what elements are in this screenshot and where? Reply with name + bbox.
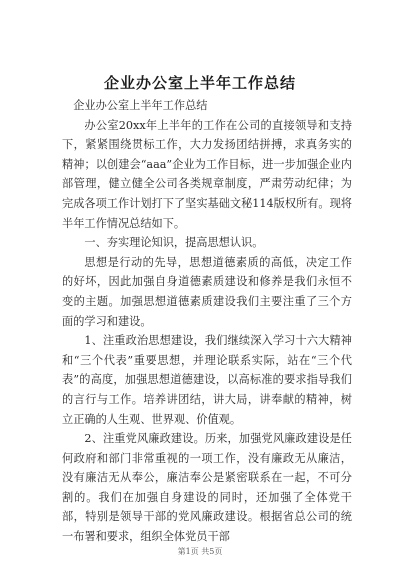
subtitle-paragraph: 企业办公室上半年工作总结 [73,99,208,112]
body-paragraph: 思想是行动的先导，思想道德素质的高低，决定工作的好坏，因此加强自身道德素质建设和修养是我们永恒不变的主题。加强思想道德素质建设我们主要注重了三个方面的学习和建设。 [62,255,352,328]
body-paragraph: 1、注重政治思想建设，我们继续深入学习十六大精神和“三个代表”重要思想，并理论联系实际，站在“三个代表”的高度，加强思想道德建设，以高标准的要求指导我们的言行与工作。培养讲团结，讲大局，讲奉献的精神，树立正确的人生观、世界观、价值观。 [62,334,352,426]
document-body [62,96,352,547]
section-heading: 一、夯实理论知识，提高思想认识。 [84,236,264,250]
intro-paragraph: 办公室20xx年上半年的工作在公司的直接领导和支持下，紧紧围绕贯标工作，大力发扬团结拼搏，求真务实的精神；以创建会“aaa”企业为工作目标，进一步加强企业内部管理，健立健全公司各类规章制度，严肃劳动纪律；为完成各项工作计划打下了坚实基础文秘114版权所有。现将半年工作情况总结如下。 [62,118,352,230]
page-number: 第1页 共5页 [177,547,223,556]
body-paragraph: 2、注重党风廉政建设。历来，加强党风廉政建设是任何政府和部门非常重视的一项工作，没有廉政无从廉洁，没有廉洁无从奉公，廉洁奉公是紧密联系在一起，不可分割的。我们在加强自身建设的同时，还加强了全体党干部，特别是领导干部的党风廉政建设。根据省总公司的统一布署和要求，组织全体党员干部 [62,432,352,544]
document-title: 企业办公室上半年工作总结 [103,74,296,92]
